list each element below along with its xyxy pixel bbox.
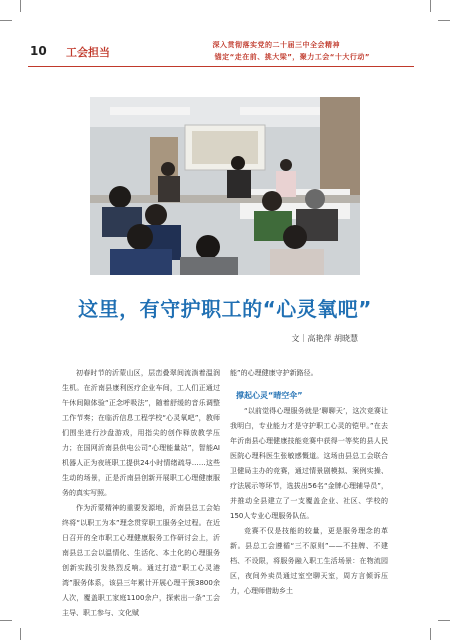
crop-mark — [20, 628, 21, 640]
body-paragraph: 竞赛不仅是技能的较量，更是服务理念的革新。县总工会遵循“三不原则”——不挂牌、不建档、不设限，将服务融入职工生活场景：在物流园区，夜间外卖员通过室空聊天室，周方言倾诉压力，心理师借助乡土 — [230, 527, 388, 595]
crop-mark — [438, 620, 450, 621]
article-photo — [90, 97, 360, 275]
crop-mark — [0, 620, 12, 621]
article-byline: 文｜高艳萍 胡晓慧 — [291, 334, 358, 343]
body-paragraph: 作为沂蒙精神的重要发源地，沂南县总工会始终将“以职工为本”理念贯穿职工服务全过程。在近日召开的全市职工心理健康服务工作研讨会上，沂南县总工会以温情化、生活化、本土化的心理服务创新实践引发热烈反响。通过打造“职工心灵港湾”服务体系，该县三年累计开展心理干预3800余人次，覆盖职工家庭1100余户，探索出一条“工会主导、职工参与、文化赋 — [62, 504, 220, 617]
crop-mark — [438, 20, 450, 21]
header-banner-line2: 锚定“走在前、挑大梁”，聚力工会“十大行动” — [214, 53, 370, 61]
page-number: 10 — [30, 44, 47, 58]
article-title: 这里，有守护职工的“心灵氧吧” — [78, 297, 372, 321]
article-column-right — [230, 366, 388, 599]
section-title: 工会担当 — [66, 46, 110, 59]
header-banner-line1: 深入贯彻落实党的二十届三中全会精神 — [212, 41, 340, 49]
crop-mark — [20, 0, 21, 12]
body-paragraph: 能”的心理健康守护新路径。 — [230, 369, 318, 377]
body-paragraph: “以前觉得心理服务就是‘聊聊天’，这次竞赛让我明白，专业能力才是守护职工心灵的铠甲。”在去年沂南县心理健康技能竞赛中获得一等奖的县人民医院心理科医生张敏感慨道。这场由县总工会联合卫健局主办的竞赛，通过情景剧模拟、案例实操、疗法展示等环节，选拔出56名“金牌心理辅导员”，并推动全县建立了一支覆盖企业、社区、学校的150人专业心理服务队伍。 — [230, 407, 388, 520]
article-subheading: 撑起心灵“晴空伞” — [236, 391, 303, 400]
body-paragraph: 初春时节的沂蒙山区，层峦叠翠间流淌着温润生机。在沂南县康利医疗企业车间，工人们正通过午休间隙体验“正念呼吸法”，随着舒缓的音乐调整工作节奏；在临沂信息工程学校“心灵氧吧”，教师们围坐进行沙盘游戏，用指尖的创作释放教学压力；在国网沂南县供电公司“心理能量站”，智能AI机器人正为夜班职工提供24小时情绪疏导……这些生动的场景，正是沂南县创新开展职工心理健康服务的真实写照。 — [62, 369, 220, 497]
crop-mark — [0, 20, 12, 21]
crop-mark — [430, 0, 431, 12]
article-column-left — [62, 366, 220, 621]
crop-mark — [430, 628, 431, 640]
header-rule — [28, 66, 414, 67]
